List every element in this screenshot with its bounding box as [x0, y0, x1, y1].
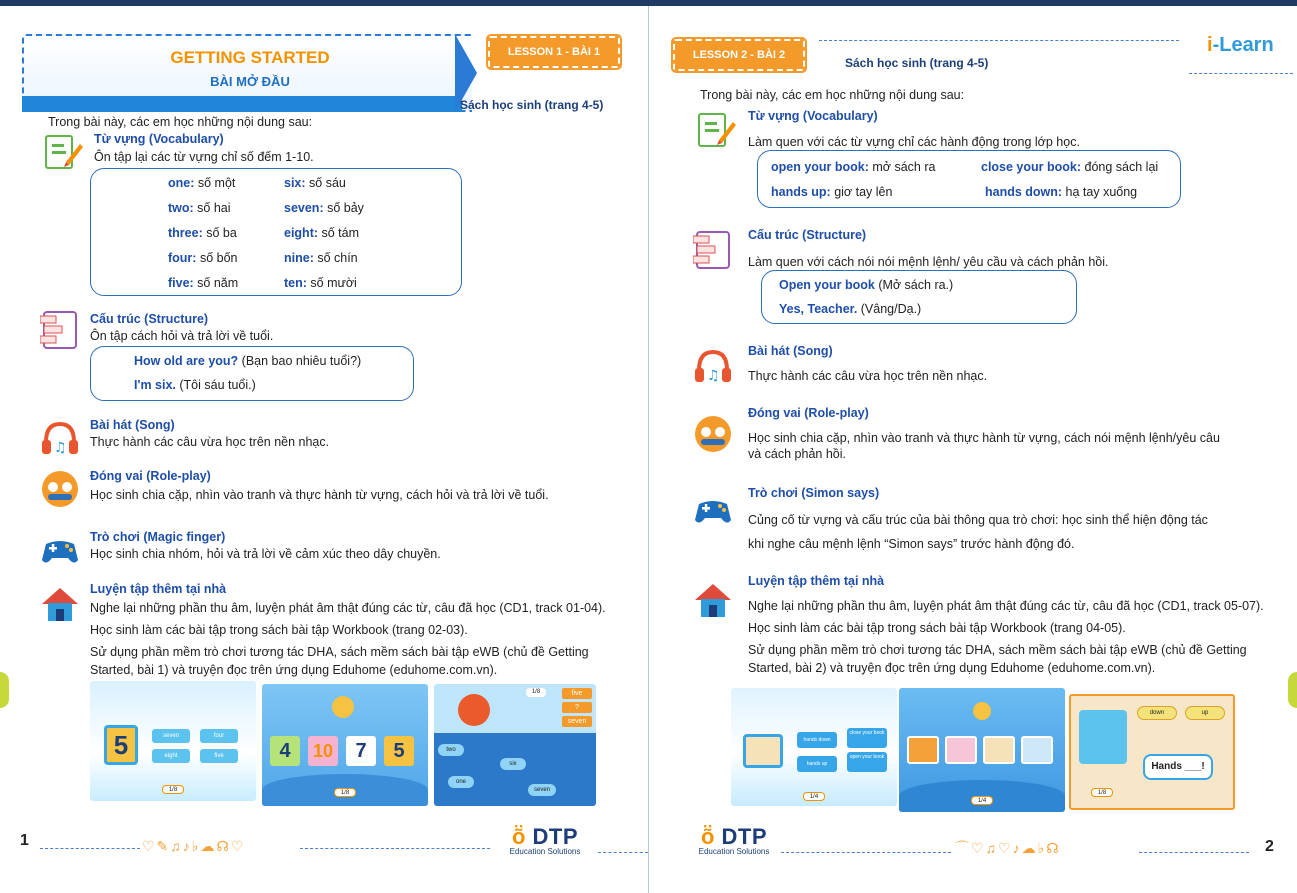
picture-card[interactable]	[983, 736, 1015, 764]
vocab-item: hands down: hạ tay xuống	[985, 185, 1138, 199]
home-line: Học sinh làm các bài tập trong sách bài tập Workbook (trang 04-05).	[748, 621, 1126, 635]
page-number: 2	[1265, 838, 1274, 855]
answer-chip[interactable]: close your book	[847, 728, 887, 748]
game-screenshot-3[interactable]	[1069, 694, 1235, 810]
vocabulary-icon	[44, 132, 84, 172]
game-desc: khi nghe câu mệnh lệnh “Simon says” trước hành động đó.	[748, 537, 1075, 551]
target-chip[interactable]: seven	[562, 716, 592, 727]
roleplay-desc: Học sinh chia cặp, nhìn vào tranh và thực hành từ vựng, cách nói mệnh lệnh/yêu câu	[748, 431, 1220, 445]
lesson-tab: LESSON 1 - BÀI 1	[488, 36, 620, 68]
home-line: Nghe lại những phần thu âm, luyện phát âm thật đúng các từ, câu đã học (CD1, track 05-07).	[748, 599, 1264, 613]
speaker-icon[interactable]	[973, 702, 991, 720]
intro-text: Trong bài này, các em học những nội dung sau:	[48, 115, 313, 129]
structure-answer: Yes, Teacher. (Vâng/Dạ.)	[779, 302, 922, 316]
progress-label: 1/8	[1091, 788, 1113, 797]
game-screenshot-3[interactable]	[434, 684, 596, 806]
vocabulary-desc: Làm quen với các từ vựng chỉ các hành động trong lớp học.	[748, 135, 1080, 149]
vocabulary-box	[90, 168, 462, 296]
progress-label: 1/4	[971, 796, 993, 805]
ilearn-logo: i-Learn	[1207, 34, 1274, 56]
game-desc: Học sinh chia nhóm, hỏi và trả lời về cảm xúc theo dây chuyền.	[90, 547, 441, 561]
answer-chip[interactable]: hands down	[797, 732, 837, 748]
book-reference: Sách học sinh (trang 4-5)	[460, 98, 604, 112]
song-desc: Thực hành các câu vừa học trên nền nhạc.	[748, 369, 988, 383]
progress-label: 1/8	[162, 785, 184, 794]
structure-title: Cấu trúc (Structure)	[90, 312, 209, 326]
footer-divider	[40, 848, 140, 849]
house-icon	[693, 580, 733, 620]
gamepad-icon	[40, 530, 80, 570]
headphones-icon	[693, 346, 733, 386]
game-screenshot-2[interactable]	[899, 688, 1065, 812]
game-desc: Củng cố từ vựng và cấu trúc của bài thông qua trò chơi: học sinh thể hiện động tác	[748, 513, 1208, 527]
book-reference: Sách học sinh (trang 4-5)	[845, 56, 989, 70]
vocab-item: four: số bốn	[168, 251, 238, 265]
roleplay-desc: và cách phản hồi.	[748, 447, 846, 461]
vocab-item: nine: số chín	[284, 251, 358, 265]
home-line: Học sinh làm các bài tập trong sách bài tập Workbook (trang 02-03).	[90, 623, 468, 637]
vocab-item: hands up: giơ tay lên	[771, 185, 893, 199]
page-title: GETTING STARTED	[170, 48, 330, 67]
structure-icon	[693, 230, 733, 270]
sun-icon	[332, 696, 354, 718]
song-title: Bài hát (Song)	[90, 418, 175, 432]
home-title: Luyện tập thêm tại nhà	[748, 574, 885, 588]
song-desc: Thực hành các câu vừa học trên nền nhạc.	[90, 435, 330, 449]
picture-card[interactable]	[907, 736, 939, 764]
roleplay-title: Đóng vai (Role-play)	[748, 406, 869, 420]
picture-card[interactable]	[945, 736, 977, 764]
home-line: Sử dụng phần mềm trò chơi tương tác DHA, sách mềm sách bài tập eWB (chủ đề Getting	[90, 645, 589, 659]
vocabulary-title: Từ vựng (Vocabulary)	[748, 109, 878, 123]
roleplay-desc: Học sinh chia cặp, nhìn vào tranh và thực hành từ vựng, cách hỏi và trả lời về tuổi.	[90, 488, 549, 502]
number-card[interactable]: 5	[384, 736, 414, 766]
structure-title: Cấu trúc (Structure)	[748, 228, 867, 242]
vocabulary-desc: Ôn tập lại các từ vựng chỉ số đếm 1-10.	[94, 150, 314, 164]
footer-divider	[300, 848, 490, 849]
fish-label[interactable]: two	[438, 744, 464, 756]
page-right	[649, 6, 1297, 893]
picture-card	[1079, 710, 1127, 764]
house-icon	[40, 584, 80, 624]
lesson-tab: LESSON 2 - BÀI 2	[673, 39, 805, 71]
structure-answer: I'm six. (Tôi sáu tuổi.)	[134, 378, 256, 392]
progress-label: 1/8	[526, 688, 546, 697]
roleplay-icon	[693, 414, 733, 454]
answer-chip[interactable]: seven	[152, 729, 190, 743]
footer-divider	[1139, 852, 1249, 853]
headphones-icon	[40, 418, 80, 458]
dtp-logo: ṏ DTP Education Solutions	[509, 824, 581, 856]
doodle-decoration: ♡✎♫♪♭☁☊♡	[142, 838, 246, 854]
answer-chip[interactable]: four	[200, 729, 238, 743]
progress-label: 1/8	[334, 788, 356, 797]
vocabulary-icon	[697, 110, 737, 150]
fill-blank-card[interactable]: Hands ___!	[1143, 754, 1213, 780]
fish-label[interactable]: six	[500, 758, 526, 770]
vocab-item: two: số hai	[168, 201, 231, 215]
vocabulary-title: Từ vựng (Vocabulary)	[94, 132, 224, 146]
structure-question: How old are you? (Bạn bao nhiêu tuổi?)	[134, 354, 362, 368]
picture-card[interactable]	[1021, 736, 1053, 764]
home-line: Nghe lại những phần thu âm, luyện phát âm thật đúng các từ, câu đã học (CD1, track 01-04).	[90, 601, 606, 615]
number-card[interactable]: 10	[308, 736, 338, 766]
intro-text: Trong bài này, các em học những nội dung sau:	[700, 88, 965, 102]
answer-chip[interactable]: hands up	[797, 756, 837, 772]
game-screenshot-1[interactable]	[731, 688, 897, 806]
vocab-item: three: số ba	[168, 226, 237, 240]
number-card[interactable]: 4	[270, 736, 300, 766]
fish-label[interactable]: seven	[528, 784, 556, 796]
vocabulary-box	[757, 150, 1181, 208]
word-chip[interactable]: up	[1185, 706, 1225, 720]
target-chip[interactable]: ?	[562, 702, 592, 713]
banner-fill	[22, 96, 462, 112]
progress-label: 1/4	[803, 792, 825, 801]
picture-card[interactable]	[743, 734, 783, 768]
word-chip[interactable]: down	[1137, 706, 1177, 720]
home-line: Sử dụng phần mềm trò chơi tương tác DHA, sách mềm sách bài tập eWB (chủ đề Getting	[748, 643, 1247, 657]
vocab-item: seven: số bảy	[284, 201, 364, 215]
vocab-item: six: số sáu	[284, 176, 346, 190]
svg-text:♫: ♫	[707, 368, 720, 384]
page-left	[0, 6, 648, 893]
vocab-item: one: số một	[168, 176, 236, 190]
song-title: Bài hát (Song)	[748, 344, 833, 358]
doodle-decoration: ⌒♡♫♡♪☁♭☊	[955, 840, 1061, 856]
home-line: Started, bài 1) và truyện đọc trên ứng dụng Eduhome (eduhome.com.vn).	[90, 663, 498, 677]
answer-chip[interactable]: eight	[152, 749, 190, 763]
header-divider	[819, 40, 1179, 41]
page-number: 1	[20, 832, 29, 849]
game-title: Trò chơi (Magic finger)	[90, 530, 226, 544]
vocab-item: ten: số mười	[284, 276, 357, 290]
vocab-item: five: số năm	[168, 276, 239, 290]
structure-question: Open your book (Mở sách ra.)	[779, 278, 954, 292]
number-card: 5	[104, 725, 138, 765]
number-card[interactable]: 7	[346, 736, 376, 766]
octopus-figure	[458, 694, 490, 726]
structure-desc: Làm quen với cách nói nói mệnh lệnh/ yêu cầu và cách phản hồi.	[748, 255, 1109, 269]
fish-label[interactable]: one	[448, 776, 474, 788]
svg-text:♫: ♫	[54, 440, 67, 456]
game-screenshot-1[interactable]	[90, 681, 256, 801]
gamepad-icon	[693, 490, 733, 530]
structure-desc: Ôn tập cách hỏi và trả lời về tuổi.	[90, 329, 274, 343]
home-title: Luyện tập thêm tại nhà	[90, 582, 227, 596]
game-screenshot-2[interactable]	[262, 684, 428, 806]
page-subtitle: BÀI MỞ ĐẦU	[210, 74, 290, 89]
vocab-item: open your book: mở sách ra	[771, 160, 936, 174]
header-divider	[1189, 73, 1293, 74]
footer-divider	[781, 852, 951, 853]
structure-icon	[40, 310, 80, 350]
home-line: Started, bài 2) và truyện đọc trên ứng dụng Eduhome (eduhome.com.vn).	[748, 661, 1156, 675]
footer-divider	[598, 852, 648, 853]
vocab-item: close your book: đóng sách lại	[981, 160, 1159, 174]
roleplay-icon	[40, 469, 80, 509]
target-chip[interactable]: five	[562, 688, 592, 699]
answer-chip[interactable]: five	[200, 749, 238, 763]
dtp-logo: ṏ DTP Education Solutions	[698, 824, 770, 856]
answer-chip[interactable]: open your book	[847, 752, 887, 772]
game-title: Trò chơi (Simon says)	[748, 486, 880, 500]
roleplay-title: Đóng vai (Role-play)	[90, 469, 211, 483]
vocab-item: eight: số tám	[284, 226, 360, 240]
